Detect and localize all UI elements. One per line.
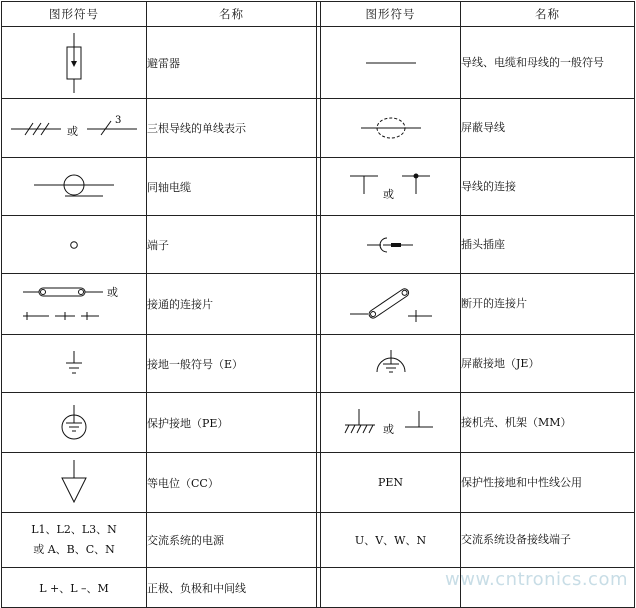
- cell-name: 同轴电缆: [147, 158, 317, 216]
- dc-lines-symbol: L +、L –、M: [2, 568, 147, 608]
- cell-name: 端子: [147, 216, 317, 274]
- plug-socket-symbol: [321, 216, 461, 274]
- cell-name: 接机壳、机架（MM）: [461, 393, 635, 453]
- table-row: [2, 393, 635, 453]
- terminal-labels: U、V、W、N: [321, 513, 461, 568]
- cell-name: 保护性接地和中性线公用: [461, 453, 635, 513]
- pen-label: PEN: [321, 453, 461, 513]
- conductor-count: 3: [115, 115, 122, 126]
- symbol-table: [1, 1, 635, 608]
- cell-name: 导线的连接: [461, 158, 635, 216]
- conductor-line-symbol: [321, 27, 461, 99]
- cell-name: 保护接地（PE）: [147, 393, 317, 453]
- ac-source-symbol: [2, 513, 147, 568]
- cell-name: 接地一般符号（E）: [147, 335, 317, 393]
- table-row: [2, 274, 635, 335]
- header-name-left: 名称: [147, 2, 317, 27]
- or-label: 或: [382, 187, 394, 201]
- table-row: [2, 335, 635, 393]
- table-row: [2, 453, 635, 513]
- cell-name: 断开的连接片: [461, 274, 635, 335]
- ac-source-line1: L1、L2、L3、N: [31, 523, 117, 536]
- cell-name: 交流系统设备接线端子: [461, 513, 635, 568]
- cell-name: 屏蔽接地（JE）: [461, 335, 635, 393]
- header-name-right: 名称: [461, 2, 635, 27]
- open-link-symbol: [321, 274, 461, 335]
- header-symbol-left: 图形符号: [2, 2, 147, 27]
- table-row: [2, 158, 635, 216]
- cell-name: 三根导线的单线表示: [147, 99, 317, 158]
- protective-earth-symbol: [2, 393, 147, 453]
- terminal-symbol: [2, 216, 147, 274]
- coaxial-cable-symbol: [2, 158, 147, 216]
- chassis-frame-symbol: [321, 393, 461, 453]
- header-row: [2, 2, 635, 27]
- three-conductor-symbol: [2, 99, 147, 158]
- surge-arrester-symbol: [2, 27, 147, 99]
- equipotential-symbol: [2, 453, 147, 513]
- cell-name: 正极、负极和中间线: [147, 568, 317, 608]
- cell-name: 屏蔽导线: [461, 99, 635, 158]
- table-row: [2, 27, 635, 99]
- cell-name: 交流系统的电源: [147, 513, 317, 568]
- table-row: [2, 99, 635, 158]
- cell-name: 导线、电缆和母线的一般符号: [461, 27, 635, 99]
- closed-link-symbol: [2, 274, 147, 335]
- watermark: www.cntronics.com: [445, 569, 628, 590]
- or-label: 或: [67, 125, 78, 138]
- shielded-earth-symbol: [321, 335, 461, 393]
- cell-name: 避雷器: [147, 27, 317, 99]
- shielded-conductor-symbol: [321, 99, 461, 158]
- cell-name: 接通的连接片: [147, 274, 317, 335]
- table-row: [2, 216, 635, 274]
- cell-name: 插头插座: [461, 216, 635, 274]
- ac-source-line2: 或 A、B、C、N: [33, 543, 115, 556]
- cell-name: 等电位（CC）: [147, 453, 317, 513]
- header-symbol-right: 图形符号: [321, 2, 461, 27]
- or-label: 或: [382, 422, 394, 436]
- conductor-junction-symbol: [321, 158, 461, 216]
- or-label: 或: [107, 286, 118, 299]
- table-row: [2, 513, 635, 568]
- earth-symbol: [2, 335, 147, 393]
